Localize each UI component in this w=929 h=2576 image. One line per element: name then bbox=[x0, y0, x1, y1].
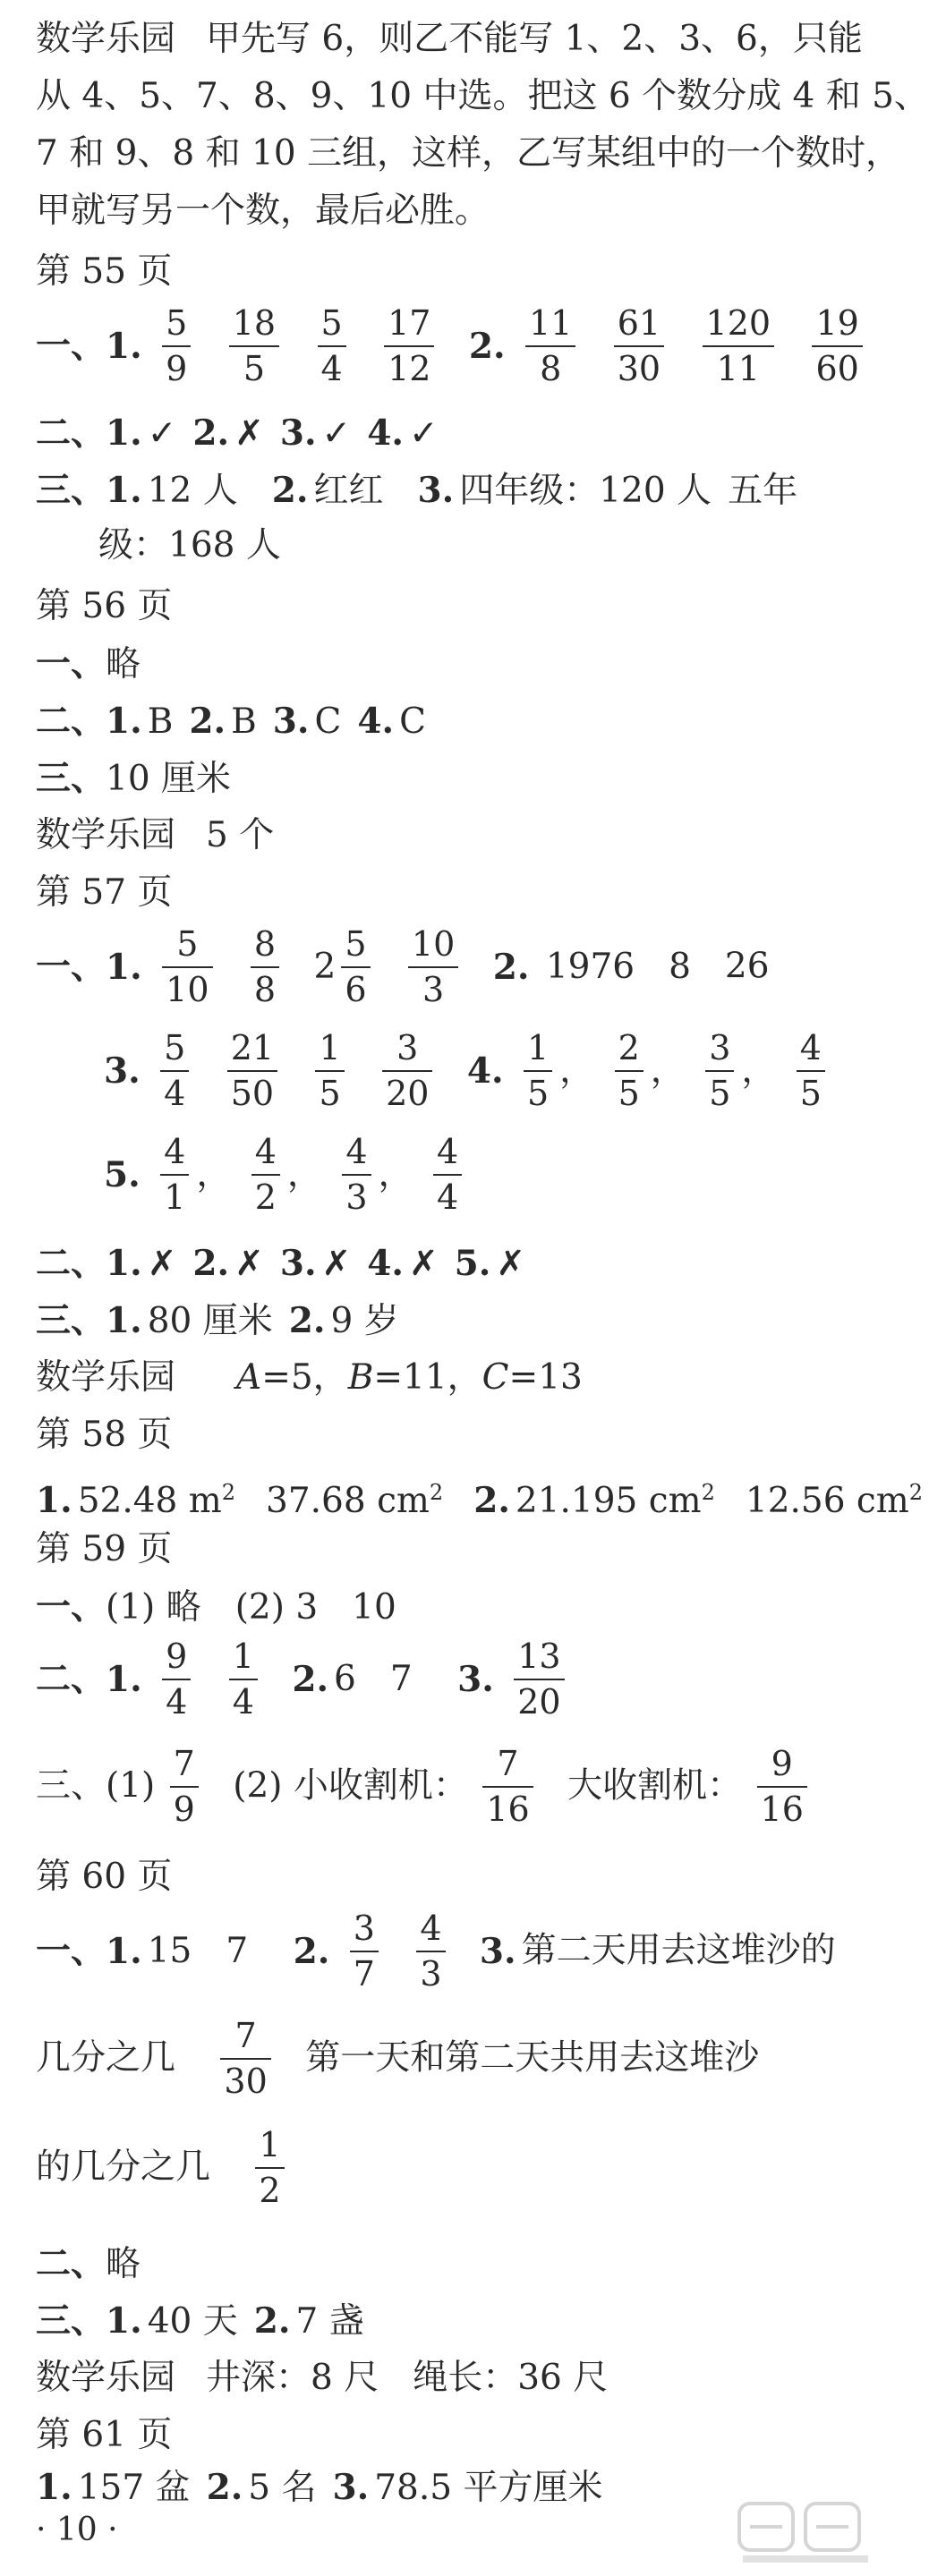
p60-section-1-row-1 bbox=[36, 1909, 868, 2008]
p60-section-2 bbox=[36, 2239, 868, 2289]
fraction: $\frac{61}{30}$ bbox=[614, 304, 664, 387]
p56-section-2 bbox=[36, 696, 868, 746]
item-number: 3. bbox=[104, 1050, 141, 1092]
item-number: 1. bbox=[106, 470, 142, 511]
intro-line-2: 从 4、5、7、8、9、10 中选。把这 6 个数分成 4 和 5、 bbox=[36, 76, 929, 116]
item-number: 1. bbox=[36, 2467, 72, 2508]
page-57-title: 第 57 页 bbox=[36, 872, 173, 913]
fraction: $\frac{120}{11}$ bbox=[703, 304, 775, 387]
p55-section-3-cont: 级：168 人 bbox=[98, 525, 281, 565]
page-59-title: 第 59 页 bbox=[36, 1529, 173, 1569]
p56-section-3 bbox=[36, 753, 868, 803]
answer: 21.195 cm bbox=[515, 1481, 702, 1521]
answer: 7 盏 bbox=[295, 2301, 364, 2342]
fraction: $\frac{9}{16}$ bbox=[757, 1745, 807, 1828]
fraction: $\frac{5}{9}$ bbox=[162, 304, 191, 387]
answer: 26 bbox=[724, 946, 770, 987]
item-number: 2. bbox=[253, 2300, 291, 2342]
fraction: $\frac{9}{4}$ bbox=[162, 1637, 191, 1721]
answer: 157 盆 bbox=[77, 2468, 191, 2508]
answer: 红红 bbox=[313, 471, 384, 511]
sub-number: (1) bbox=[106, 1587, 156, 1628]
item-number: 3. bbox=[272, 701, 310, 742]
cross-mark: ✗ bbox=[234, 413, 264, 454]
section-label: 一、 bbox=[36, 643, 107, 684]
item-number: 2. bbox=[468, 325, 506, 367]
sub-number: (2) bbox=[234, 1587, 285, 1628]
fraction: $\frac{19}{60}$ bbox=[812, 304, 862, 387]
answer: 1976 bbox=[545, 946, 635, 987]
fraction: $\frac{1}{5}$ bbox=[524, 1029, 552, 1112]
answer: 37.68 cm bbox=[266, 1481, 430, 1521]
item-number: 4. bbox=[367, 412, 404, 454]
item-number: 1. bbox=[106, 701, 142, 742]
answer: B bbox=[231, 701, 257, 742]
section-label: 二、 bbox=[36, 412, 107, 454]
answer: 五年 bbox=[728, 471, 798, 511]
section-label: 三、 bbox=[36, 2300, 107, 2342]
item-number: 1. bbox=[106, 1658, 142, 1700]
cross-mark: ✗ bbox=[147, 1244, 177, 1284]
fraction: $\frac{3}{20}$ bbox=[382, 1029, 432, 1112]
answer: 80 厘米 bbox=[147, 1301, 273, 1341]
fraction: $\frac{4}{3}$ bbox=[342, 1133, 371, 1216]
watermark-logo-icon bbox=[734, 2496, 877, 2568]
answer-text: 几分之几 bbox=[36, 2037, 176, 2079]
mixed-number: 2 $\frac{5}{6}$ bbox=[314, 925, 371, 1008]
comma: ， bbox=[559, 1050, 595, 1091]
section-label: 一、 bbox=[36, 325, 107, 367]
sub-number: (1) bbox=[106, 1765, 156, 1807]
var-c: C bbox=[482, 1357, 509, 1398]
fraction: $\frac{4}{3}$ bbox=[416, 1909, 445, 1993]
section-label: 二、 bbox=[36, 1243, 107, 1284]
intro-line-4: 甲就写另一个数，最后必胜。 bbox=[36, 191, 490, 231]
item-number: 1. bbox=[106, 412, 142, 454]
section-label: 二、 bbox=[36, 701, 107, 742]
answer-text: 第一天和第二天共用去这堆沙 bbox=[305, 2037, 760, 2079]
fraction: $\frac{10}{3}$ bbox=[408, 925, 458, 1008]
intro-text-1: 甲先写 6，则乙不能写 1、2、3、6，只能 bbox=[206, 19, 863, 59]
item-number: 2. bbox=[192, 1243, 230, 1284]
fraction: $\frac{1}{4}$ bbox=[229, 1637, 258, 1721]
intro-line-1 bbox=[36, 14, 868, 64]
answer: 12.56 cm bbox=[745, 1481, 909, 1521]
fraction: $\frac{3}{7}$ bbox=[350, 1909, 379, 1993]
page-number: · 10 · bbox=[36, 2512, 118, 2548]
item-number: 3. bbox=[479, 1930, 516, 1972]
item-number: 4. bbox=[466, 1050, 504, 1092]
fraction: $\frac{17}{12}$ bbox=[384, 304, 434, 387]
section-label: 一、 bbox=[36, 946, 107, 988]
fraction: $\frac{21}{50}$ bbox=[227, 1029, 277, 1112]
fraction: $\frac{13}{20}$ bbox=[514, 1637, 564, 1721]
answer: 略 bbox=[106, 2244, 141, 2284]
fraction: $\frac{3}{5}$ bbox=[705, 1029, 734, 1112]
item-number: 3. bbox=[279, 412, 317, 454]
item-number: 3. bbox=[279, 1243, 317, 1284]
check-mark: ✓ bbox=[321, 413, 352, 454]
section-label: 二、 bbox=[36, 1658, 107, 1700]
var-b: B bbox=[347, 1357, 374, 1398]
item-number: 2. bbox=[206, 2467, 243, 2508]
fraction: $\frac{7}{16}$ bbox=[482, 1745, 533, 1828]
page-61-title: 第 61 页 bbox=[36, 2415, 173, 2455]
page-55-title: 第 55 页 bbox=[36, 251, 173, 292]
fraction: $\frac{5}{4}$ bbox=[318, 304, 346, 387]
fun-heading: 数学乐园 bbox=[36, 1357, 176, 1398]
cross-mark: ✗ bbox=[496, 1244, 526, 1284]
answer: =5， bbox=[261, 1357, 348, 1398]
answer-text: 第二天用去这堆沙的 bbox=[521, 1930, 836, 1971]
item-number: 2. bbox=[492, 946, 530, 988]
cross-mark: ✗ bbox=[321, 1244, 352, 1284]
fraction: $\frac{5}{4}$ bbox=[160, 1029, 189, 1112]
sub-number: (2) bbox=[233, 1765, 283, 1807]
answer: 略 bbox=[166, 1587, 201, 1628]
answer-label: 大收割机： bbox=[567, 1765, 743, 1807]
cross-mark: ✗ bbox=[408, 1244, 439, 1284]
page-56-title: 第 56 页 bbox=[36, 586, 173, 626]
answer-label: 小收割机： bbox=[293, 1765, 468, 1807]
answer: 四年级：120 人 bbox=[459, 471, 712, 511]
p55-section-2 bbox=[36, 408, 868, 458]
p58-answers bbox=[36, 1467, 924, 1521]
item-number: 3. bbox=[332, 2467, 370, 2508]
item-number: 5. bbox=[104, 1153, 141, 1195]
p56-fun bbox=[36, 811, 868, 861]
section-label: 一、 bbox=[36, 1930, 107, 1972]
answer: =11， bbox=[373, 1357, 482, 1398]
superscript: 2 bbox=[221, 1480, 236, 1505]
answer: 5 个 bbox=[206, 815, 275, 855]
answer-text: 的几分之几 bbox=[36, 2147, 211, 2188]
p57-section-1-row-3 bbox=[104, 1133, 868, 1231]
item-number: 2. bbox=[288, 1300, 326, 1341]
superscript: 2 bbox=[908, 1480, 924, 1505]
item-number: 1. bbox=[36, 1480, 72, 1521]
answer: 10 bbox=[352, 1587, 396, 1628]
page-60-title: 第 60 页 bbox=[36, 1857, 173, 1897]
fraction: $\frac{8}{8}$ bbox=[251, 925, 279, 1008]
p57-section-3 bbox=[36, 1296, 868, 1346]
answer: B bbox=[147, 701, 174, 742]
section-label: 三、 bbox=[36, 470, 107, 511]
section-label: 三、 bbox=[36, 758, 107, 799]
answer: 8 bbox=[669, 946, 691, 987]
item-number: 1. bbox=[106, 2300, 142, 2342]
check-mark: ✓ bbox=[147, 413, 177, 454]
answer: 3 bbox=[295, 1587, 319, 1628]
fun-heading: 数学乐园 bbox=[36, 2358, 176, 2398]
item-number: 1. bbox=[106, 325, 142, 367]
p60-section-1-row-3 bbox=[36, 2126, 868, 2224]
fraction: $\frac{4}{5}$ bbox=[797, 1029, 825, 1112]
answer: 40 天 bbox=[147, 2301, 238, 2342]
intro-line-3: 7 和 9、8 和 10 三组，这样，乙写某组中的一个数时， bbox=[36, 133, 901, 174]
section-label: 三、 bbox=[36, 1300, 107, 1341]
p55-section-1 bbox=[36, 304, 868, 403]
item-number: 3. bbox=[457, 1658, 494, 1700]
answer: 5 名 bbox=[248, 2468, 317, 2508]
fraction: $\frac{4}{1}$ bbox=[160, 1133, 189, 1216]
fraction: $\frac{5}{10}$ bbox=[162, 925, 212, 1008]
comma: ， bbox=[286, 1153, 322, 1194]
item-number: 2. bbox=[192, 412, 230, 454]
answer: 7 bbox=[389, 1658, 413, 1699]
comma: ， bbox=[378, 1153, 413, 1194]
p55-section-3 bbox=[36, 465, 868, 515]
answer: C bbox=[399, 701, 426, 742]
p60-fun bbox=[36, 2353, 868, 2403]
p57-section-2 bbox=[36, 1238, 868, 1288]
p57-section-1-row-2 bbox=[104, 1029, 868, 1127]
var-a: A bbox=[236, 1357, 262, 1398]
comma: ， bbox=[650, 1050, 686, 1091]
answer: 7 bbox=[226, 1930, 249, 1971]
intro-heading: 数学乐园 bbox=[36, 19, 176, 59]
p56-section-1 bbox=[36, 639, 868, 689]
page-58-title: 第 58 页 bbox=[36, 1415, 173, 1455]
item-number: 4. bbox=[357, 701, 395, 742]
p59-section-2 bbox=[36, 1637, 868, 1736]
section-label: 一、 bbox=[36, 1586, 107, 1628]
item-number: 1. bbox=[106, 1243, 142, 1284]
fraction: $\frac{18}{5}$ bbox=[229, 304, 279, 387]
p59-section-3 bbox=[36, 1745, 868, 1843]
comma: ， bbox=[741, 1050, 777, 1091]
item-number: 1. bbox=[106, 1300, 142, 1341]
answer: 15 bbox=[147, 1930, 192, 1971]
fraction: $\frac{7}{30}$ bbox=[220, 2017, 270, 2100]
answer: 井深：8 尺 bbox=[206, 2358, 379, 2398]
answer: 52.48 m bbox=[77, 1481, 222, 1521]
item-number: 3. bbox=[417, 470, 455, 511]
superscript: 2 bbox=[429, 1480, 444, 1505]
section-label: 三、 bbox=[36, 1765, 107, 1807]
p57-section-1-row-1 bbox=[36, 925, 868, 1024]
item-number: 2. bbox=[293, 1930, 330, 1972]
item-number: 1. bbox=[106, 946, 142, 988]
item-number: 4. bbox=[367, 1243, 404, 1284]
answer: 10 厘米 bbox=[106, 759, 232, 799]
p60-section-3 bbox=[36, 2296, 868, 2346]
answer: C bbox=[314, 701, 342, 742]
fun-heading: 数学乐园 bbox=[36, 815, 176, 855]
comma: ， bbox=[196, 1153, 232, 1194]
item-number: 2. bbox=[292, 1658, 329, 1700]
p59-section-1 bbox=[36, 1582, 868, 1632]
item-number: 5. bbox=[454, 1243, 491, 1284]
answer: 6 bbox=[334, 1658, 356, 1699]
fraction: $\frac{1}{5}$ bbox=[315, 1029, 344, 1112]
answer: 略 bbox=[106, 644, 141, 684]
p60-section-1-row-2 bbox=[36, 2017, 868, 2115]
fraction: $\frac{11}{8}$ bbox=[525, 304, 575, 387]
fraction: $\frac{4}{4}$ bbox=[433, 1133, 462, 1216]
item-number: 2. bbox=[189, 701, 226, 742]
item-number: 2. bbox=[473, 1480, 510, 1521]
p57-fun bbox=[36, 1353, 868, 1403]
fraction: $\frac{1}{2}$ bbox=[255, 2126, 284, 2209]
fraction: $\frac{2}{5}$ bbox=[615, 1029, 643, 1112]
cross-mark: ✗ bbox=[234, 1244, 264, 1284]
answer: 12 人 bbox=[147, 471, 238, 511]
section-label: 二、 bbox=[36, 2243, 107, 2284]
answer: =13 bbox=[508, 1357, 583, 1398]
answer: 9 岁 bbox=[330, 1301, 399, 1341]
fraction: $\frac{7}{9}$ bbox=[170, 1745, 199, 1828]
fraction: $\frac{4}{2}$ bbox=[251, 1133, 280, 1216]
superscript: 2 bbox=[701, 1480, 715, 1505]
check-mark: ✓ bbox=[408, 413, 439, 454]
item-number: 1. bbox=[106, 1930, 142, 1972]
item-number: 2. bbox=[271, 470, 309, 511]
answer: 绳长：36 尺 bbox=[413, 2358, 609, 2398]
answer: 78.5 平方厘米 bbox=[374, 2468, 603, 2508]
